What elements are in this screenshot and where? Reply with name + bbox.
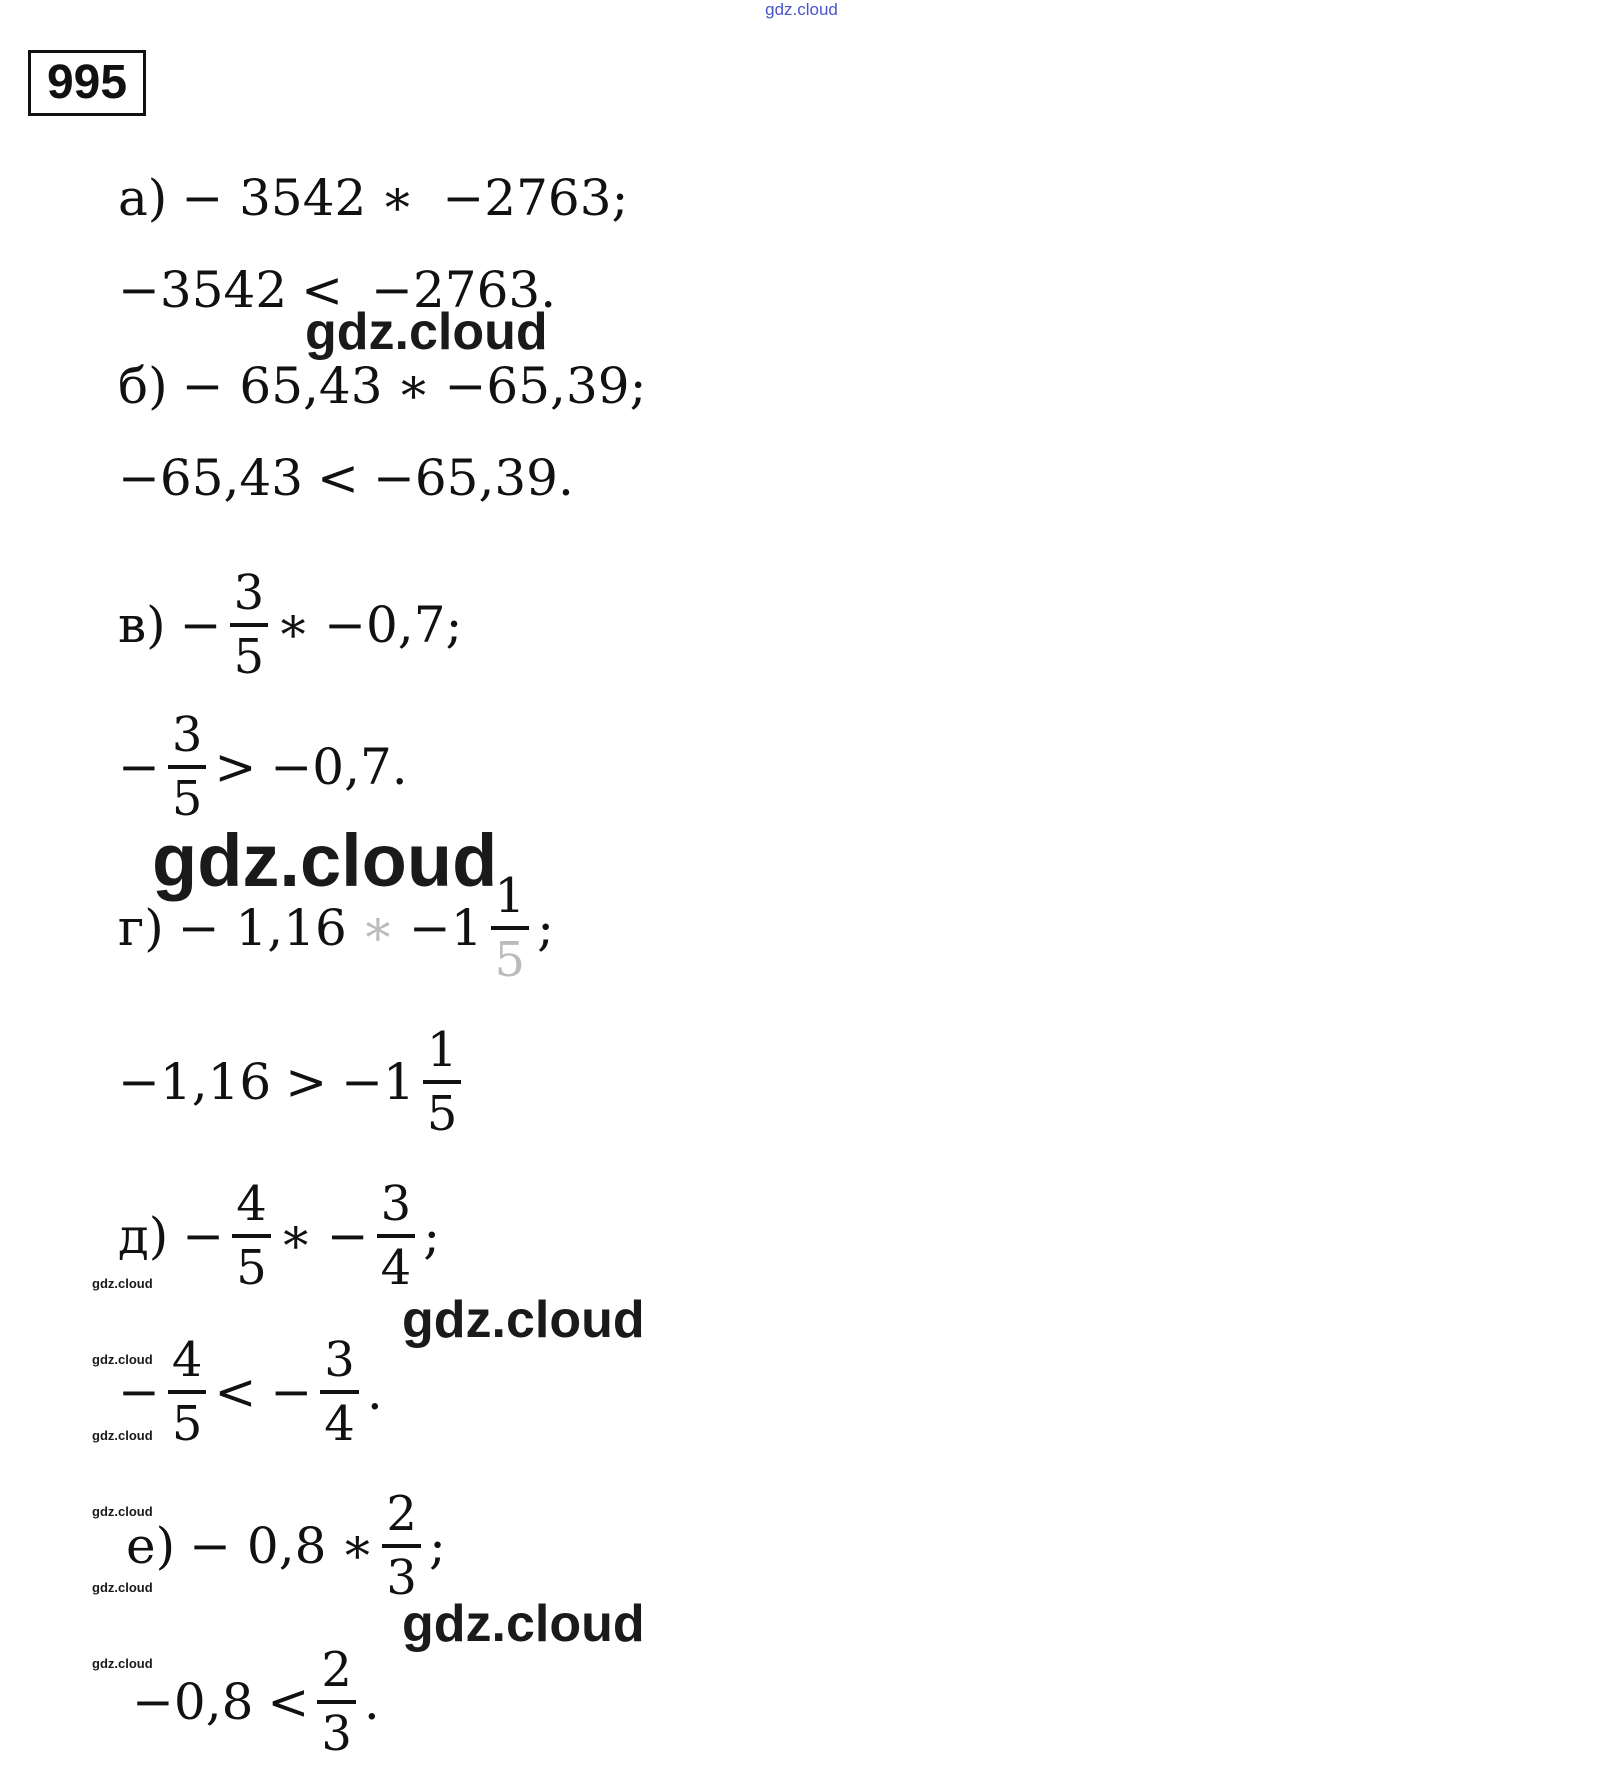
item-v-answer [118,707,408,827]
item-a-right: −2763; [442,169,629,227]
item-v-numerator: 3 [233,565,265,621]
item-b-answer-operator: < [317,449,359,507]
item-v-right: −0,7; [324,596,463,654]
item-a-answer-left: −3542 [118,261,288,319]
item-g-answer-denominator: 5 [423,1080,462,1138]
watermark-small-4: gdz.cloud [92,1504,153,1519]
item-e-end: ; [428,1517,446,1575]
item-v-label: в) [118,596,166,654]
item-d-denominator-1: 5 [232,1234,271,1292]
item-e-numerator: 2 [386,1486,417,1542]
item-e-fraction [382,1486,421,1606]
item-d-question [118,1176,440,1296]
item-b-right: −65,39; [444,357,647,415]
item-v-fraction [230,565,269,685]
watermark-small-3: gdz.cloud [92,1428,153,1443]
item-d-answer-fraction-2 [320,1332,359,1452]
item-a-question [118,158,628,238]
item-v-sign: − [179,596,222,654]
item-e-answer-end: . [363,1673,380,1731]
item-g-answer [118,1022,469,1142]
item-v-denominator: 5 [230,623,269,681]
item-e-label: е) [126,1517,176,1575]
item-d-fraction-2 [377,1176,416,1296]
item-d-answer-denominator-1: 5 [168,1390,207,1448]
item-g-end: ; [537,899,554,957]
item-d-denominator-2: 4 [377,1234,416,1292]
item-d-answer-sign2: − [270,1363,313,1421]
item-a-answer-operator: < [301,261,344,319]
item-d-answer [118,1332,383,1452]
item-b-answer [118,438,574,518]
item-e-operator: ∗ [340,1517,375,1575]
item-d-numerator-2: 3 [380,1176,412,1232]
item-e-denominator: 3 [382,1544,421,1602]
item-e-answer-left: −0,8 [132,1673,254,1731]
item-d-sign1: − [182,1207,225,1265]
item-a-label: а) [118,169,168,227]
item-d-answer-numerator-1: 4 [171,1332,203,1388]
item-b-question [118,346,646,426]
item-g-denominator: 5 [491,926,530,984]
item-v-answer-right: −0,7. [270,738,408,796]
item-d-numerator-1: 4 [236,1176,267,1232]
item-d-answer-fraction-1 [168,1332,207,1452]
item-e-answer-numerator: 2 [321,1642,352,1698]
item-g-answer-left: −1,16 [118,1053,272,1111]
item-g-answer-operator: > [285,1053,328,1111]
item-v-question [118,565,463,685]
item-e-answer-operator: < [267,1673,310,1731]
item-e-answer-fraction [317,1642,356,1762]
item-e-question [126,1486,446,1606]
item-g-label: г) [118,899,164,957]
item-d-end: ; [423,1207,441,1265]
watermark-small-1: gdz.cloud [92,1276,153,1291]
item-e-answer-denominator: 3 [317,1700,356,1758]
item-a-operator: ∗ [380,169,415,227]
item-e-left: − 0,8 [189,1517,327,1575]
item-g-whole: −1 [408,899,483,957]
item-v-answer-operator: > [214,738,257,796]
item-b-left: − 65,43 [181,357,383,415]
item-d-answer-end: . [366,1363,383,1421]
top-watermark: gdz.cloud [765,0,838,19]
watermark-small-6: gdz.cloud [92,1656,153,1671]
item-v-operator: ∗ [276,596,311,654]
watermark-4: gdz.cloud [402,1595,645,1653]
item-d-sign2: − [326,1207,369,1265]
watermark-2: gdz.cloud [152,819,498,902]
watermark-small-5: gdz.cloud [92,1580,153,1595]
item-v-answer-denominator: 5 [168,765,207,823]
watermark-1: gdz.cloud [305,303,548,361]
item-v-answer-sign: − [118,738,160,796]
item-d-fraction-1 [232,1176,271,1296]
item-g-left: − 1,16 [177,899,347,957]
item-d-answer-sign1: − [118,1363,160,1421]
item-d-answer-denominator-2: 4 [320,1390,359,1448]
item-b-operator: ∗ [396,357,431,415]
watermark-small-2: gdz.cloud [92,1352,153,1367]
item-d-operator: ∗ [278,1207,313,1265]
item-v-answer-numerator: 3 [171,707,203,763]
item-a-answer-right: −2763. [371,261,557,319]
item-g-answer-whole: −1 [341,1053,415,1111]
item-d-answer-numerator-2: 3 [324,1332,355,1388]
item-g-operator: ∗ [360,899,395,957]
item-g-answer-fraction [423,1022,462,1142]
item-g-answer-numerator: 1 [426,1022,458,1078]
item-e-answer [132,1642,380,1762]
item-b-answer-right: −65,39. [372,449,574,507]
item-v-answer-fraction [168,707,207,827]
task-number: 995 [28,50,146,116]
watermark-3: gdz.cloud [402,1291,645,1349]
item-b-answer-left: −65,43 [118,449,304,507]
item-b-label: б) [118,357,168,415]
item-a-left: − 3542 [181,169,367,227]
item-d-label: д) [118,1207,169,1265]
item-g-numerator: 1 [494,868,526,924]
item-d-answer-operator: < [214,1363,257,1421]
